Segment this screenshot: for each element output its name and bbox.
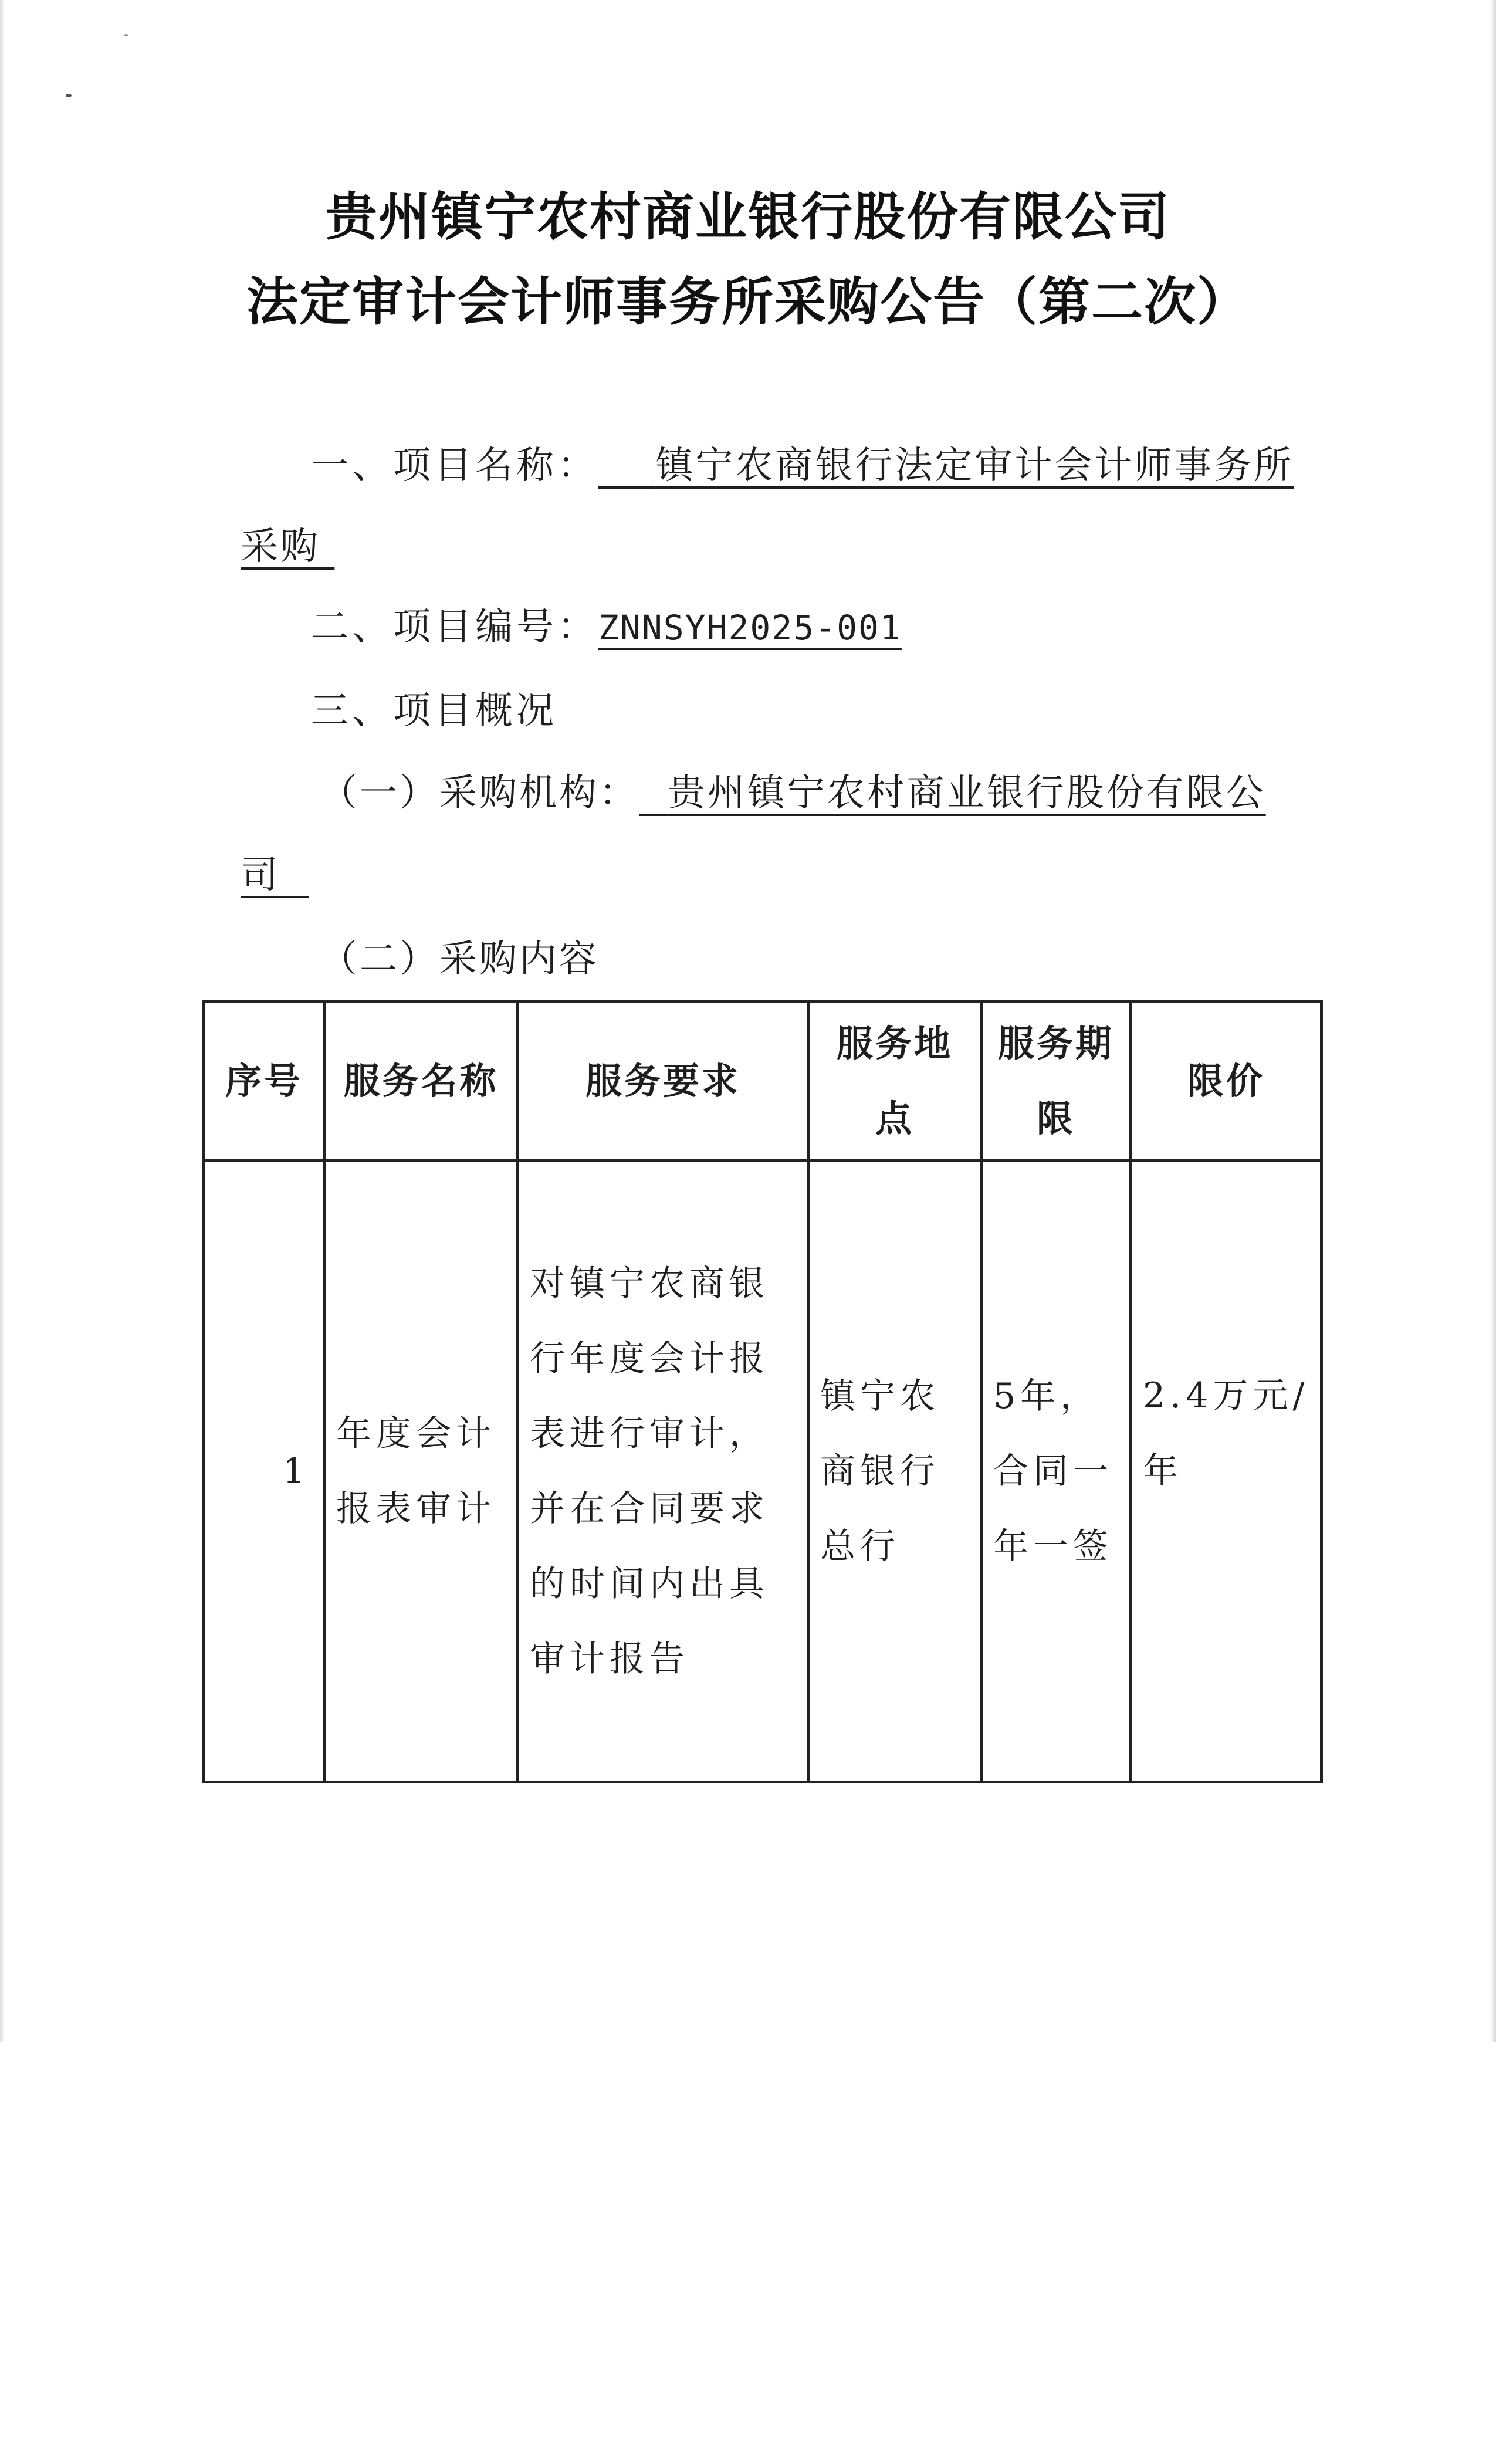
project-name-continuation bbox=[241, 516, 334, 570]
project-name-value-text: 镇宁农商银行法定审计会计师事务所 bbox=[655, 444, 1294, 488]
header-price-limit: 限价 bbox=[1131, 1002, 1322, 1160]
project-code-row bbox=[311, 597, 902, 651]
scan-speck bbox=[124, 34, 128, 36]
project-name-label: 一、项目名称： bbox=[311, 444, 598, 488]
cell-price-limit-text: 2.4万元/年 bbox=[1143, 1375, 1309, 1491]
header-seq: 序号 bbox=[204, 1002, 324, 1160]
title-line-1: 贵州镇宁农村商业银行股份有限公司 bbox=[325, 187, 1170, 247]
content-heading: （二）采购内容 bbox=[320, 937, 599, 981]
header-service-location: 服务地点 bbox=[808, 1002, 981, 1160]
cell-service-period: 5年，合同一年一签 bbox=[981, 1160, 1131, 1782]
purchaser-value-text: 贵州镇宁农村商业银行股份有限公 bbox=[667, 771, 1266, 815]
cell-seq: 1 bbox=[204, 1160, 324, 1782]
purchaser-value-line2 bbox=[241, 854, 309, 897]
purchaser-continuation bbox=[241, 845, 309, 899]
project-name-value-line2 bbox=[241, 525, 334, 568]
cell-price-limit bbox=[1131, 1160, 1322, 1782]
overview-heading: 三、项目概况 bbox=[311, 689, 557, 733]
table-row bbox=[204, 1160, 1322, 1782]
project-code-label: 二、项目编号： bbox=[311, 605, 598, 649]
cell-service-location: 镇宁农商银行总行 bbox=[808, 1160, 981, 1782]
header-service-name: 服务名称 bbox=[324, 1002, 518, 1160]
purchaser-value bbox=[639, 771, 1266, 815]
table-header-row bbox=[204, 1002, 1322, 1160]
purchaser-label: （一）采购机构： bbox=[320, 771, 639, 815]
purchaser-row bbox=[320, 763, 1266, 817]
cell-service-name: 年度会计报表审计 bbox=[324, 1160, 518, 1782]
title-line-2: 法定审计会计师事务所采购公告（第二次） bbox=[246, 272, 1250, 332]
procurement-table bbox=[202, 1000, 1323, 1783]
project-name-value bbox=[598, 444, 1294, 488]
cell-service-requirement: 对镇宁农商银行年度会计报表进行审计，并在合同要求的时间内出具审计报告 bbox=[518, 1160, 808, 1782]
purchaser-value-line2-text: 司 bbox=[241, 854, 280, 897]
header-service-period: 服务期限 bbox=[981, 1002, 1131, 1160]
scan-speck bbox=[66, 94, 72, 97]
project-name-row bbox=[311, 435, 1294, 489]
header-service-requirement: 服务要求 bbox=[518, 1002, 808, 1160]
project-name-value-line2-text: 采购 bbox=[241, 525, 320, 568]
project-code-value: ZNNSYH2025-001 bbox=[598, 608, 902, 648]
